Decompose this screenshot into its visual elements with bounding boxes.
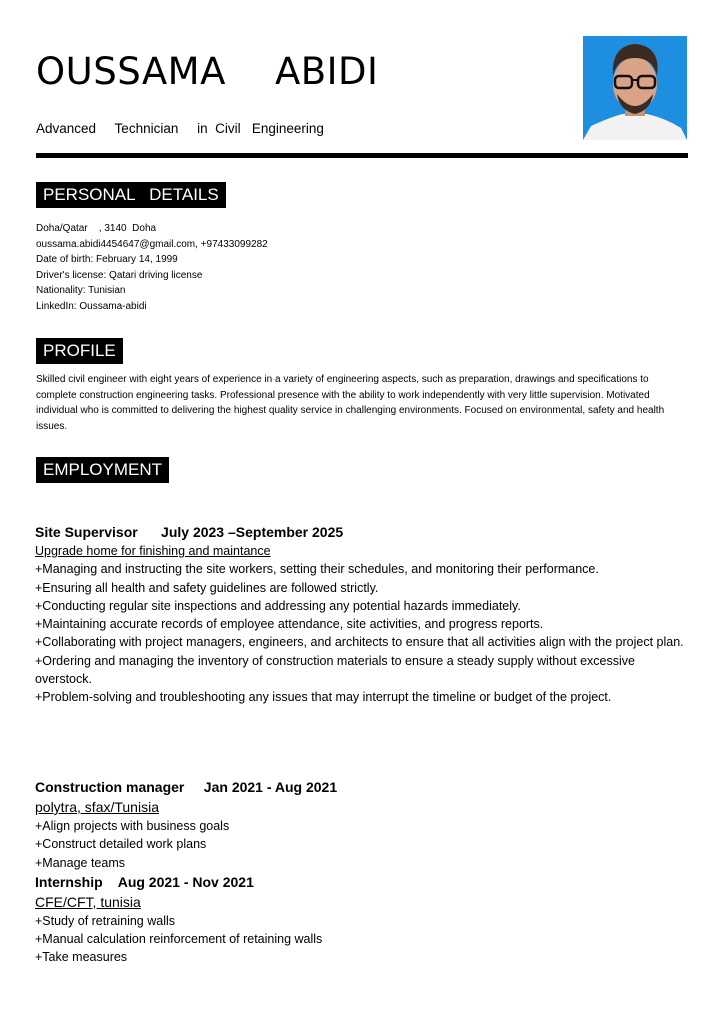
date-of-birth: Date of birth: February 14, 1999 xyxy=(36,254,178,265)
job-entry xyxy=(35,522,690,707)
job-title: Construction manager Jan 2021 - Aug 2021 xyxy=(35,779,338,795)
job-bullet: +Study of retraining walls xyxy=(35,913,176,928)
profile-summary: Skilled civil engineer with eight years of experience in a variety of engineering aspects, such as preparation, drawings and specifications to complete construction engineering tasks. Professional presence with the ability to work independently with very little supervision. Motivated individual who is committed to delivering the highest quality service in challenging environments. Focused on environmental, safety and health issues. xyxy=(36,374,665,432)
employment-heading: EMPLOYMENT xyxy=(36,457,169,483)
linkedin: LinkedIn: Oussama-abidi xyxy=(36,300,147,312)
job-bullet: +Conducting regular site inspections and addressing any potential hazards immediately. xyxy=(35,598,521,613)
job-bullet: +Ordering and managing the inventory of construction materials to ensure a steady supply without excessive overstock. xyxy=(35,653,635,687)
job-bullet: +Maintaining accurate records of employee attendance, site activities, and progress reports. xyxy=(35,617,544,632)
candidate-subtitle: Advanced Technician in Civil Engineering xyxy=(36,121,324,136)
job-title: Site Supervisor July 2023 –September 2025 xyxy=(35,524,344,540)
job-bullet: +Construct detailed work plans xyxy=(35,837,207,852)
drivers-license: Driver's license: Qatari driving license xyxy=(36,269,203,281)
header-divider xyxy=(36,153,688,158)
job-bullet: +Align projects with business goals xyxy=(35,819,230,833)
profile-photo xyxy=(583,36,687,140)
job-organization: polytra, sfax/Tunisia xyxy=(35,799,159,815)
job-bullet: +Take measures xyxy=(35,950,128,965)
job-organization: CFE/CFT, tunisia xyxy=(35,893,141,910)
candidate-name: OUSSAMA ABIDI xyxy=(36,50,379,93)
personal-details-heading: PERSONAL DETAILS xyxy=(36,182,226,208)
address: Doha/Qatar , 3140 Doha xyxy=(36,223,157,234)
personal-details xyxy=(36,221,268,314)
job-bullet: +Ensuring all health and safety guidelines are followed strictly. xyxy=(35,580,379,595)
job-bullet: +Managing and instructing the site workers, setting their schedules, and monitoring their performance. xyxy=(35,562,599,577)
job-bullet: +Manual calculation reinforcement of retaining walls xyxy=(35,932,323,947)
job-bullet: +Problem-solving and troubleshooting any issues that may interrupt the timeline or budget of the project. xyxy=(35,690,612,705)
nationality: Nationality: Tunisian xyxy=(36,285,126,296)
contact-info: oussama.abidi4454647@gmail.com, +97433099282 xyxy=(36,238,268,250)
job-bullet: +Manage teams xyxy=(35,855,125,870)
job-title: Internship Aug 2021 - Nov 2021 xyxy=(35,873,254,890)
job-entry xyxy=(35,777,690,967)
job-organization: Upgrade home for finishing and maintance xyxy=(35,544,271,558)
profile-heading: PROFILE xyxy=(36,338,123,364)
job-bullet: +Collaborating with project managers, engineers, and architects to ensure that all activities align with the project plan. xyxy=(35,635,684,650)
